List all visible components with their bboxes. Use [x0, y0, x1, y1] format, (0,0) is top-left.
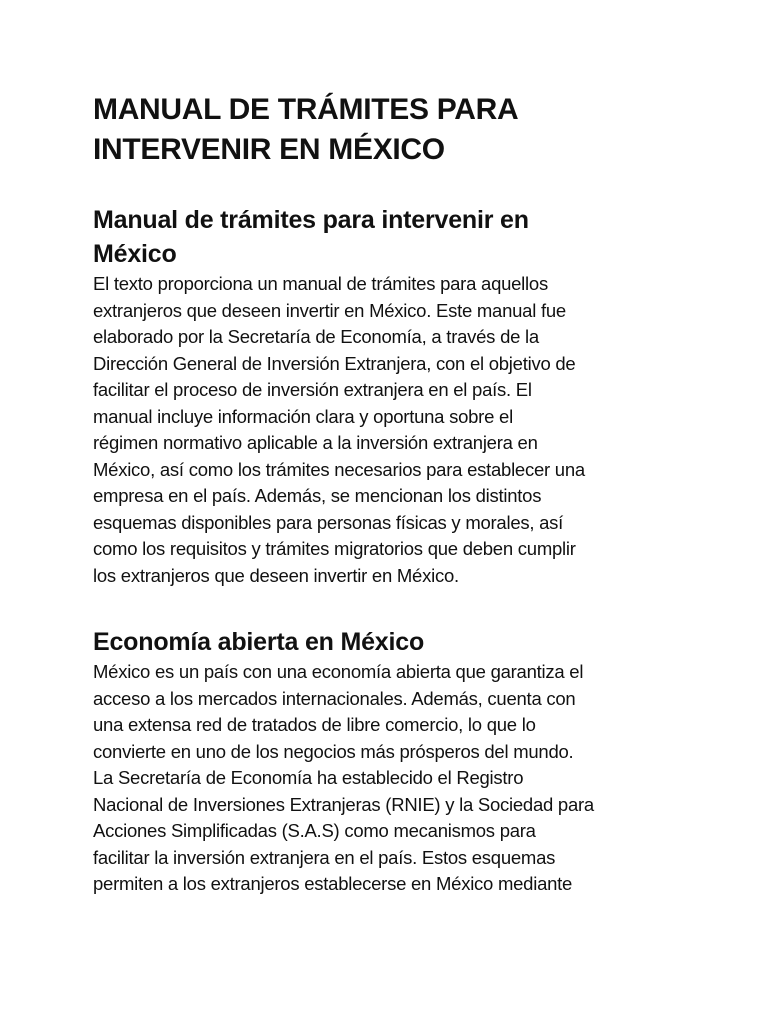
- paragraph-line: Acciones Simplificadas (S.A.S) como mecanismos para: [93, 820, 536, 841]
- paragraph-line: régimen normativo aplicable a la inversión extranjera en: [93, 432, 538, 453]
- paragraph-line: México es un país con una economía abierta que garantiza el: [93, 661, 584, 682]
- paragraph-line: Dirección General de Inversión Extranjera, con el objetivo de: [93, 352, 576, 374]
- document-page: [93, 90, 693, 898]
- paragraph-line: manual incluye información clara y oportuna sobre el: [93, 405, 513, 427]
- paragraph-line: extranjeros que deseen invertir en México. Este manual fue: [93, 299, 566, 321]
- paragraph-line: El texto proporciona un manual de trámites para aquellos: [93, 273, 548, 294]
- section-heading-manual-line-2: México: [93, 240, 177, 268]
- paragraph-line: como los requisitos y trámites migratorios que deben cumplir: [93, 538, 576, 559]
- paragraph-line: empresa en el país. Además, se mencionan los distintos: [93, 485, 542, 506]
- section-heading-economia-line-1: Economía abierta en México: [93, 628, 425, 656]
- paragraph-line: acceso a los mercados internacionales. Además, cuenta con: [93, 687, 576, 709]
- document-title-line-1: MANUAL DE TRÁMITES PARA: [93, 93, 519, 126]
- section-heading-manual-line-1: Manual de trámites para intervenir en: [93, 206, 529, 234]
- paragraph-line: México, así como los trámites necesarios para establecer una: [93, 458, 585, 480]
- paragraph-line: Nacional de Inversiones Extranjeras (RNIE) y la Sociedad para: [93, 793, 594, 815]
- paragraph-line: convierte en uno de los negocios más prósperos del mundo.: [93, 740, 574, 762]
- paragraph-line: los extranjeros que deseen invertir en México.: [93, 564, 459, 586]
- section-paragraph-manual: [93, 271, 693, 589]
- paragraph-line: permiten a los extranjeros establecerse en México mediante: [93, 873, 573, 894]
- paragraph-line: esquemas disponibles para personas físicas y morales, así: [93, 511, 564, 533]
- paragraph-line: La Secretaría de Economía ha establecido el Registro: [93, 767, 524, 788]
- document-title-line-2: INTERVENIR EN MÉXICO: [93, 133, 445, 166]
- section-heading-manual: [93, 203, 693, 271]
- paragraph-line: elaborado por la Secretaría de Economía, a través de la: [93, 326, 539, 347]
- section-paragraph-economia: [93, 659, 693, 898]
- section-heading-economia: [93, 625, 693, 659]
- document-title: [93, 90, 693, 170]
- paragraph-line: facilitar la inversión extranjera en el país. Estos esquemas: [93, 846, 556, 868]
- paragraph-line: una extensa red de tratados de libre comercio, lo que lo: [93, 714, 536, 735]
- paragraph-line: facilitar el proceso de inversión extranjera en el país. El: [93, 379, 532, 400]
